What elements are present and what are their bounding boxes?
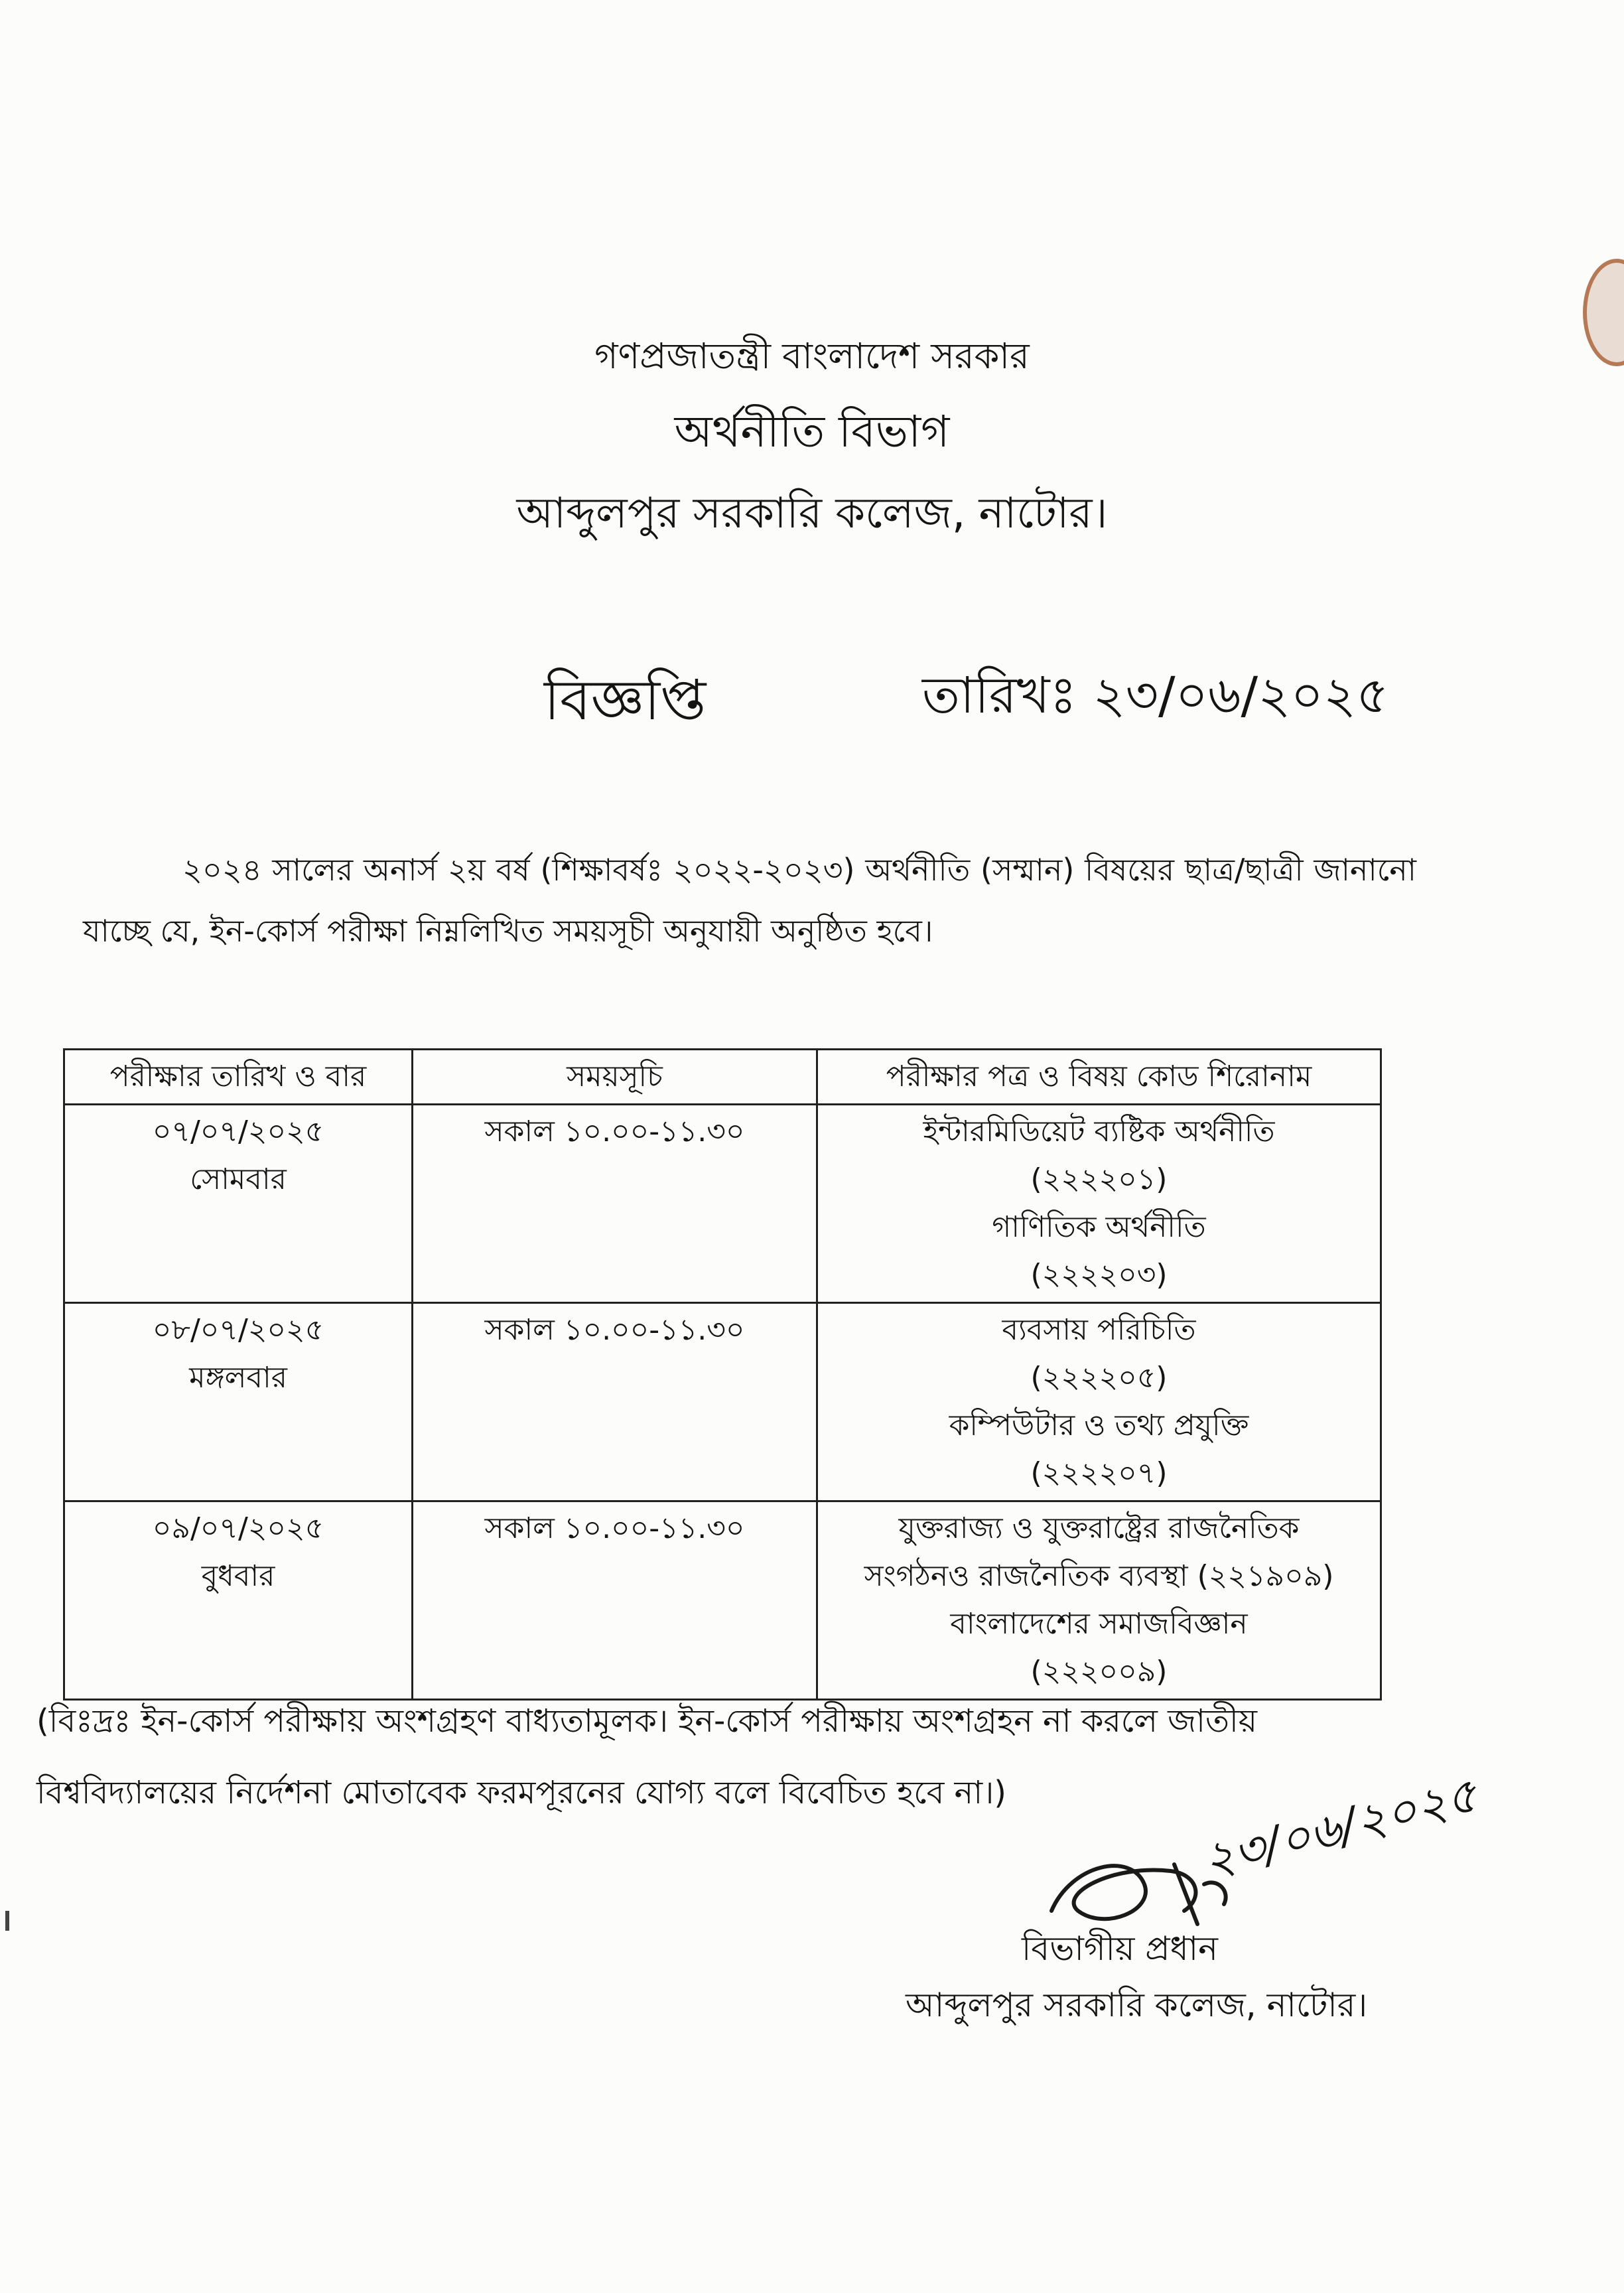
government-title: গণপ্রজাতন্ত্রী বাংলাদেশ সরকার <box>594 335 1030 377</box>
exam-day: সোমবার <box>190 1162 287 1196</box>
department-title: অর্থনীতি বিভাগ <box>674 406 950 457</box>
college-title: আব্দুলপুর সরকারি কলেজ, নাটোর। <box>516 489 1108 538</box>
subject-line: (২২২২০১) <box>1030 1162 1168 1196</box>
time-cell: সকাল ১০.০০-১১.৩০ <box>413 1501 817 1700</box>
subject-cell <box>817 1105 1381 1303</box>
subject-line: গাণিতিক অর্থনীতি <box>992 1210 1206 1244</box>
note-remark: (বিঃদ্রঃ ইন-কোর্স পরীক্ষায় অংশগ্রহণ বাধ্যতামূলক। ইন-কোর্স পরীক্ষায় অংশগ্রহন না করলে জাতীয় বিশ্ববিদ্যালয়ের নির্দেশনা মোতাবেক ফরমপূরনের যোগ্য বলে বিবেচিত হবে না।) <box>36 1702 1258 1811</box>
margin-mark <box>5 1911 9 1931</box>
subject-cell <box>817 1303 1381 1501</box>
date-cell <box>64 1303 413 1501</box>
signatory-designation: বিভাগীয় প্রধান <box>1022 1929 1218 1968</box>
subject-line: বাংলাদেশের সমাজবিজ্ঞান <box>950 1607 1248 1641</box>
exam-date: ০৭/০৭/২০২৫ <box>152 1115 324 1148</box>
table-row <box>64 1105 1381 1303</box>
signatory-college: আব্দুলপুর সরকারি কলেজ, নাটোর। <box>906 1986 1368 2024</box>
subject-line: (২২২০০৯) <box>1030 1655 1168 1689</box>
header-subject: পরীক্ষার পত্র ও বিষয় কোড শিরোনাম <box>817 1050 1381 1105</box>
date-cell <box>64 1105 413 1303</box>
subject-line: (২২২২০৩) <box>1030 1258 1168 1292</box>
notice-date: তারিখঃ ২৩/০৬/২০২৫ <box>922 665 1389 725</box>
exam-date: ০৮/০৭/২০২৫ <box>152 1313 324 1347</box>
subject-line: (২২২২০৫) <box>1030 1361 1168 1395</box>
table-row <box>64 1501 1381 1700</box>
signature-date: ২৩/০৬/২০২৫ <box>1197 1766 1483 1889</box>
subject-line: কম্পিউটার ও তথ্য প্রযুক্তি <box>949 1409 1249 1442</box>
time-cell: সকাল ১০.০০-১১.৩০ <box>413 1303 817 1501</box>
subject-line: (২২২২০৭) <box>1030 1456 1168 1490</box>
time-cell: সকাল ১০.০০-১১.৩০ <box>413 1105 817 1303</box>
header-time: সময়সূচি <box>413 1050 817 1105</box>
subject-line: ব্যবসায় পরিচিতি <box>1002 1313 1196 1347</box>
notice-body: ২০২৪ সালের অনার্স ২য় বর্ষ (শিক্ষাবর্ষঃ ২০২২-২০২৩) অর্থনীতি (সম্মান) বিষয়ের ছাত্র/ছাত্রী জানানো যাচ্ছে যে, ইন-কোর্স পরীক্ষা নিম্নলিখিত সময়সূচী অনুযায়ী অনুষ্ঠিত হবে। <box>83 852 1416 949</box>
date-cell <box>64 1501 413 1700</box>
subject-cell <box>817 1501 1381 1700</box>
exam-schedule-table <box>63 1048 1382 1701</box>
notice-title: বিজ্ঞপ্তি <box>544 667 707 732</box>
header-date-day: পরীক্ষার তারিখ ও বার <box>64 1050 413 1105</box>
subject-line: ইন্টারমিডিয়েট ব্যষ্টিক অর্থনীতি <box>923 1115 1275 1148</box>
subject-line: যুক্তরাজ্য ও যুক্তরাষ্ট্রের রাজনৈতিক <box>898 1511 1300 1545</box>
table-header-row <box>64 1050 1381 1105</box>
exam-day: মঙ্গলবার <box>189 1361 287 1395</box>
table-row <box>64 1303 1381 1501</box>
exam-date: ০৯/০৭/২০২৫ <box>152 1511 324 1545</box>
subject-line: সংগঠনও রাজনৈতিক ব্যবস্থা (২২১৯০৯) <box>864 1559 1334 1593</box>
exam-day: বুধবার <box>201 1559 275 1593</box>
